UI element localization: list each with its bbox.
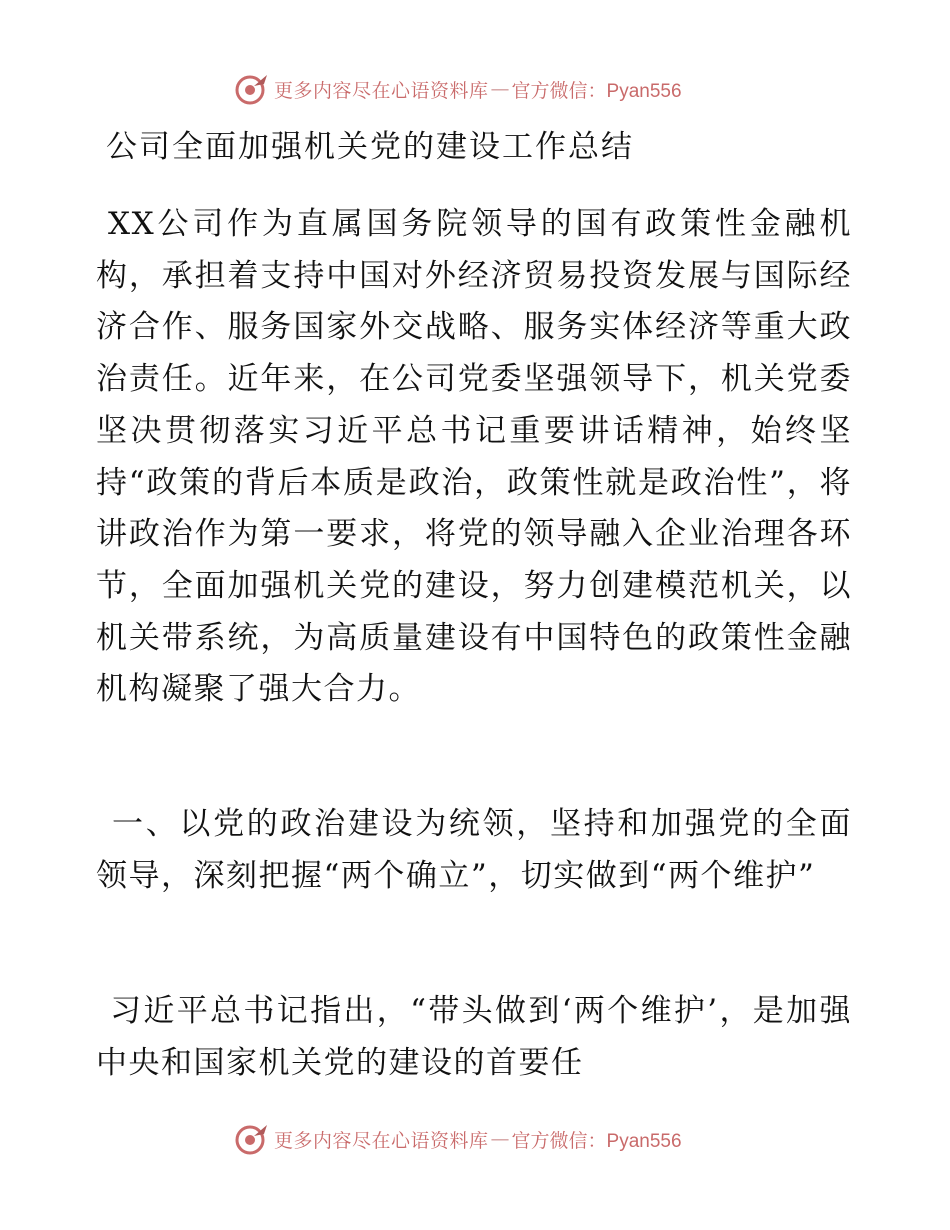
section-heading-1: 一、以党的政治建设为统领，坚持和加强党的全面领导，深刻把握“两个确立”，切实做到“两个维护”	[96, 806, 852, 894]
brand-logo-icon	[234, 1122, 270, 1156]
document-title: 公司全面加强机关党的建设工作总结	[106, 129, 634, 165]
watermark-footer	[234, 1122, 682, 1156]
watermark-header	[234, 72, 682, 106]
watermark-text: 更多内容尽在心语资料库	[274, 79, 489, 102]
body-paragraph-2: 习近平总书记指出，“带头做到‘两个维护’，是加强中央和国家机关党的建设的首要任	[96, 993, 852, 1081]
body-paragraph-1: XX公司作为直属国务院领导的国有政策性金融机构，承担着支持中国对外经济贸易投资发展与国际经济合作、服务国家外交战略、服务实体经济等重大政治责任。近年来，在公司党委坚强领导下，机关党委坚决贯彻落实习近平总书记重要讲话精神，始终坚持“政策的背后本质是政治，政策性就是政治性”，将讲政治作为第一要求，将党的领导融入企业治理各环节，全面加强机关党的建设，努力创建模范机关，以机关带系统，为高质量建设有中国特色的政策性金融机构凝聚了强大合力。	[96, 206, 852, 708]
watermark-contact: 官方微信：Pyan556	[511, 1130, 682, 1152]
watermark-contact: 官方微信：Pyan556	[511, 80, 682, 102]
watermark-text: 更多内容尽在心语资料库	[274, 1129, 489, 1152]
watermark-separator: —	[490, 78, 510, 100]
brand-logo-icon	[234, 72, 270, 106]
watermark-separator: —	[490, 1128, 510, 1150]
